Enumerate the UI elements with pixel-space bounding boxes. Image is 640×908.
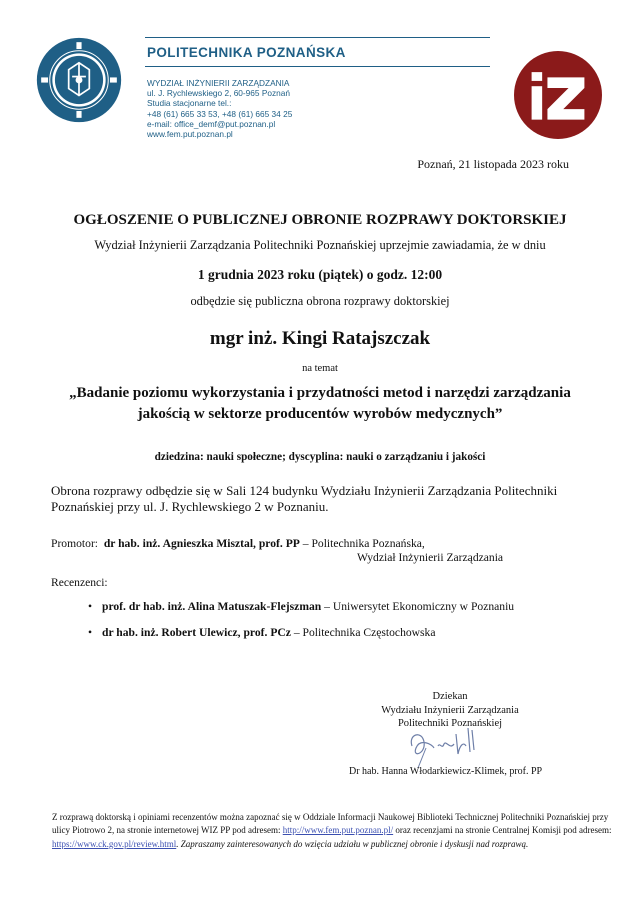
dean-faculty: Wydziału Inżynierii Zarządzania <box>381 704 519 716</box>
faculty-website: www.fem.put.poznan.pl <box>147 129 233 140</box>
reviewers-label: Recenzenci: <box>51 576 108 589</box>
bullet-icon: • <box>88 600 93 613</box>
dean-university: Politechniki Poznańskiej <box>397 718 503 729</box>
faculty-phones: +48 (61) 665 33 53, +48 (61) 665 34 25 <box>147 108 293 119</box>
faculty-website-link[interactable]: http://www.fem.put.poznan.pl/ <box>282 825 394 836</box>
document-date: Poznań, 21 listopada 2023 roku <box>417 157 569 171</box>
faculty-name: WYDZIAŁ INŻYNIERII ZARZĄDZANIA <box>147 78 290 88</box>
field-discipline: dziedzina: nauki społeczne; dyscyplina: nauki o zarządzaniu i jakości <box>154 451 486 463</box>
review-link[interactable]: https://www.ck.gov.pl/review.html <box>52 838 177 849</box>
faculty-phone-label: Studia stacjonarne tel.: <box>147 98 232 109</box>
dissertation-topic <box>40 383 600 425</box>
on-topic-label: na temat <box>302 363 338 374</box>
promotor <box>51 537 425 550</box>
dean-title: Dziekan <box>432 691 468 702</box>
footer-invitation: . Zapraszamy zainteresowanych do wzięcia udziału w publicznej obronie i dyskusji nad rozprawą. <box>176 838 529 849</box>
reviewer-affiliation: – Uniwersytet Ekonomiczny w Poznaniu <box>321 600 515 613</box>
bullet-icon: • <box>88 626 93 639</box>
dean-name: Dr hab. Hanna Włodarkiewicz-Klimek, prof. PP <box>349 766 543 777</box>
place-line-1: Obrona rozprawy odbędzie się w Sali 124 budynku Wydziału Inżynierii Zarządzania Politechniki <box>51 483 558 498</box>
faculty-logo <box>514 51 602 139</box>
reviewer-item <box>88 626 436 639</box>
university-seal <box>36 37 122 123</box>
announcement-intro: Wydział Inżynierii Zarządzania Politechniki Poznańskiej uprzejmie zawiadamia, że w dniu <box>94 238 546 252</box>
promotor-label: Promotor: <box>51 537 99 550</box>
candidate-name: mgr inż. Kingi Ratajszczak <box>209 328 431 349</box>
reviewer-affiliation: – Politechnika Częstochowska <box>290 626 436 639</box>
promotor-name: dr hab. inż. Agnieszka Misztal, prof. PP <box>103 537 300 550</box>
reviewer-item <box>88 600 514 613</box>
footer-text-2: oraz recenzjami na stronie Centralnej Komisji pod adresem: <box>393 825 612 836</box>
footer-note <box>52 811 612 851</box>
faculty-email: e-mail: office_demf@put.poznan.pl <box>147 118 276 129</box>
topic-line-1: „Badanie poziomu wykorzystania i przydatności metod i narzędzi zarządzania <box>69 385 571 401</box>
header-rule-middle <box>145 66 490 67</box>
promotor-faculty: Wydział Inżynierii Zarządzania <box>357 551 504 564</box>
reviewer-name: dr hab. inż. Robert Ulewicz, prof. PCz <box>102 626 291 639</box>
faculty-address: ul. J. Rychlewskiego 2, 60-965 Poznań <box>147 88 290 99</box>
footer-text-1: Z rozprawą doktorską i opiniami recenzentów można zapoznać się w Oddziale Informacji Naukowej Biblioteki Technicznej Politechniki Poznańskiej przy ulicy Piotrowo 2, na stronie internetowej WIZ PP pod adresem: <box>52 812 609 836</box>
place-line-2: Poznańskiej przy ul. J. Rychlewskiego 2 w Poznaniu. <box>51 499 329 514</box>
promotor-affiliation: – Politechnika Poznańska, <box>299 537 425 550</box>
university-name: POLITECHNIKA POZNAŃSKA <box>147 45 346 60</box>
defense-place <box>51 483 611 515</box>
faculty-contact <box>147 78 292 139</box>
defense-datetime: 1 grudnia 2023 roku (piątek) o godz. 12:00 <box>197 267 443 282</box>
reviewer-name: prof. dr hab. inż. Alina Matuszak-Flejszman <box>102 600 322 613</box>
defense-line: odbędzie się publiczna obrona rozprawy doktorskiej <box>190 294 450 308</box>
topic-line-2: jakością w sektorze producentów wyrobów medycznych” <box>137 406 503 422</box>
header-rule-top <box>145 37 490 38</box>
announcement-title: OGŁOSZENIE O PUBLICZNEJ OBRONIE ROZPRAWY DOKTORSKIEJ <box>73 212 567 228</box>
dean-signature <box>398 724 498 770</box>
